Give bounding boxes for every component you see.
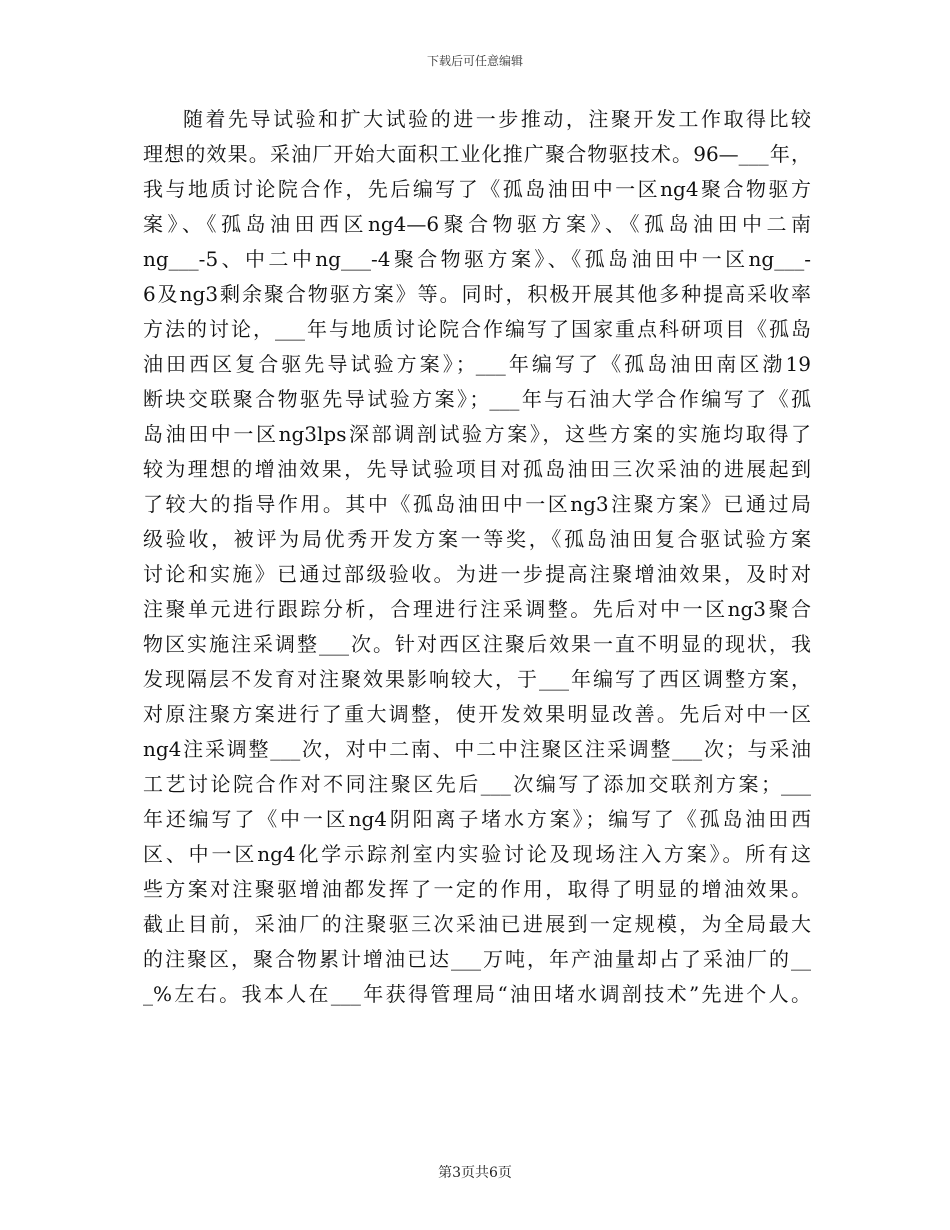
text-line: 油田西区复合驱先导试验方案》；___年编写了《孤岛油田南区渤19 bbox=[143, 352, 811, 376]
text-line: 截止目前，采油厂的注聚驱三次采油已进展到一定规模，为全局最大 bbox=[143, 912, 811, 936]
text-line: 岛油田中一区ng3lps深部调剖试验方案》，这些方案的实施均取得了 bbox=[143, 422, 811, 446]
text-line: 断块交联聚合物驱先导试验方案》；___年与石油大学合作编写了《孤 bbox=[143, 387, 811, 411]
page-header: 下载后可任意编辑 bbox=[426, 54, 523, 68]
text-line: 区、中一区ng4化学示踪剂室内实验讨论及现场注入方案》。所有这 bbox=[143, 842, 811, 866]
text-line: 物区实施注采调整___次。针对西区注聚后效果一直不明显的现状，我 bbox=[143, 632, 811, 656]
text-line: 6及ng3剩余聚合物驱方案》等。同时，积极开展其他多种提高采收率 bbox=[143, 282, 811, 306]
text-line: 些方案对注聚驱增油都发挥了一定的作用，取得了明显的增油效果。 bbox=[143, 877, 811, 901]
text-line: 理想的效果。采油厂开始大面积工业化推广聚合物驱技术。96—___年， bbox=[143, 142, 811, 166]
text-line: ng___-5、中二中ng___-4聚合物驱方案》、《孤岛油田中一区ng___- bbox=[143, 247, 811, 271]
text-line: 级验收，被评为局优秀开发方案一等奖，《孤岛油田复合驱试验方案 bbox=[143, 527, 811, 551]
text-line: 了较大的指导作用。其中《孤岛油田中一区ng3注聚方案》已通过局 bbox=[143, 492, 811, 516]
text-line: 的注聚区，聚合物累计增油已达___万吨，年产油量却占了采油厂的__ bbox=[143, 947, 811, 971]
text-line: 发现隔层不发育对注聚效果影响较大，于___年编写了西区调整方案， bbox=[143, 667, 811, 691]
page-number: 第3页共6页 bbox=[438, 1165, 512, 1181]
text-line: 讨论和实施》已通过部级验收。为进一步提高注聚增油效果，及时对 bbox=[143, 562, 811, 586]
text-line: 对原注聚方案进行了重大调整，使开发效果明显改善。先后对中一区 bbox=[143, 702, 811, 726]
text-line: 方法的讨论，___年与地质讨论院合作编写了国家重点科研项目《孤岛 bbox=[143, 317, 811, 341]
body-paragraph bbox=[143, 102, 811, 1012]
text-line: 工艺讨论院合作对不同注聚区先后___次编写了添加交联剂方案；___ bbox=[143, 772, 811, 796]
text-line: ng4注采调整___次，对中二南、中二中注聚区注采调整___次；与采油 bbox=[143, 737, 811, 761]
text-line: 较为理想的增油效果，先导试验项目对孤岛油田三次采油的进展起到 bbox=[143, 457, 811, 481]
text-line: _%左右。我本人在___年获得管理局“油田堵水调剖技术”先进个人。 bbox=[143, 982, 811, 1006]
text-line: 案》、《孤岛油田西区ng4—6聚合物驱方案》、《孤岛油田中二南 bbox=[143, 212, 811, 236]
text-line: 随着先导试验和扩大试验的进一步推动，注聚开发工作取得比较 bbox=[183, 107, 811, 131]
text-line: 年还编写了《中一区ng4阴阳离子堵水方案》；编写了《孤岛油田西 bbox=[143, 807, 811, 831]
text-line: 注聚单元进行跟踪分析，合理进行注采调整。先后对中一区ng3聚合 bbox=[143, 597, 811, 621]
text-line: 我与地质讨论院合作，先后编写了《孤岛油田中一区ng4聚合物驱方 bbox=[143, 177, 811, 201]
